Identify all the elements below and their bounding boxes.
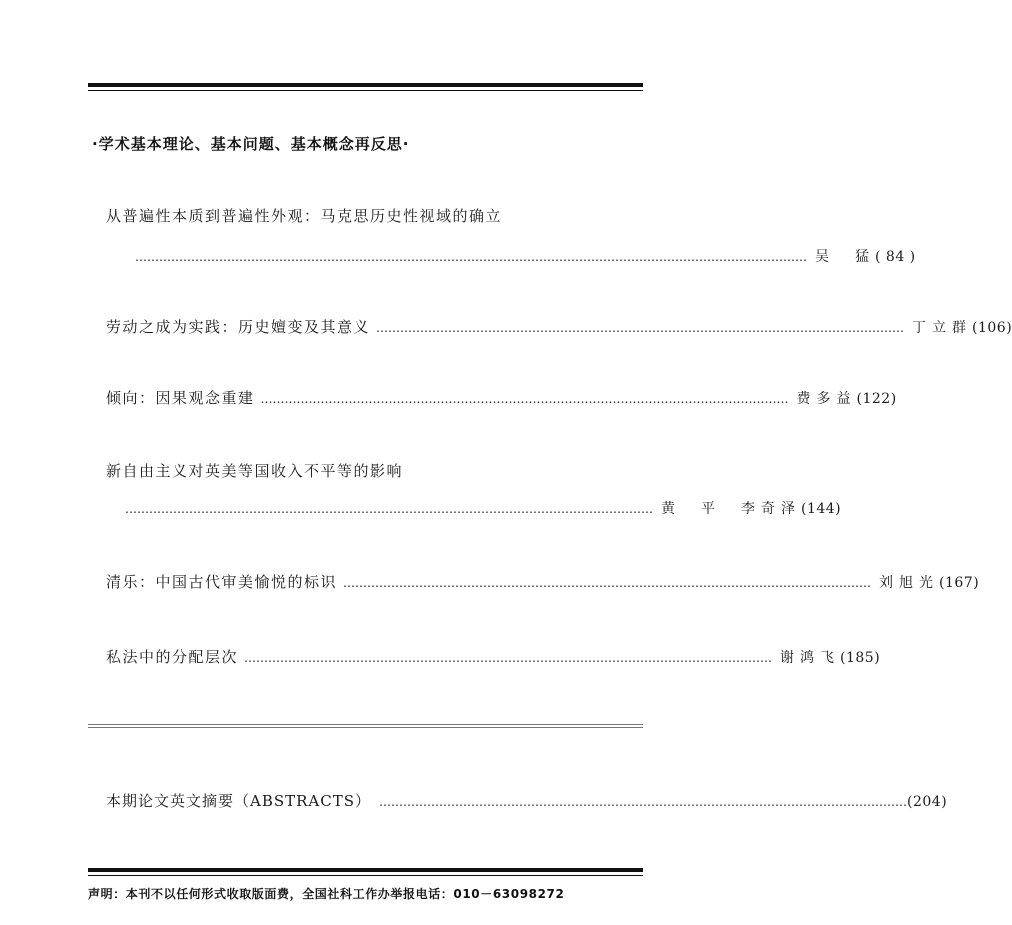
dot-leader: …………………………………………………………………………………………………………………………………………………… [135, 250, 807, 264]
toc-entry-author: 谢鸿飞 [780, 650, 841, 666]
toc-entry-page: (144) [801, 501, 842, 517]
bottom-rule-thin [88, 875, 643, 876]
dot-leader: …………………………………………………………………………………………………………………… [379, 795, 908, 809]
toc-entry-line [125, 498, 842, 518]
dot-leader: …………………………………………………………………………………………………………………… [244, 651, 773, 665]
section-divider [88, 727, 643, 728]
dot-leader: …………………………………………………………………………………………………………………… [125, 502, 653, 516]
toc-entry-line[interactable] [106, 646, 881, 666]
toc-abstracts-page: (204) [907, 794, 948, 810]
toc-entry-line [135, 246, 916, 266]
footer-notice: 声明：本刊不以任何形式收取版面费，全国社科工作办举报电话：010－63098272 [88, 887, 565, 901]
toc-entry-title: 私法中的分配层次 [106, 648, 239, 666]
toc-entry-page: (122) [856, 391, 897, 407]
toc-entry-author: 丁立群 [912, 320, 973, 336]
toc-entry-title: 清乐：中国古代审美愉悦的标识 [106, 573, 338, 591]
toc-abstracts-title: 本期论文英文摘要（ABSTRACTS） [106, 792, 372, 810]
top-rule-thin [88, 90, 643, 91]
toc-entry-line[interactable] [106, 387, 897, 407]
dot-leader: …………………………………………………………………………………………………………………… [376, 321, 905, 335]
section-divider [88, 724, 643, 725]
toc-entry-author: 刘旭光 [879, 575, 940, 591]
toc-entry-title: 倾向：因果观念重建 [106, 389, 255, 407]
dot-leader: …………………………………………………………………………………………………………………… [260, 392, 789, 406]
toc-entry-line[interactable] [106, 316, 1012, 336]
toc-entry-title[interactable]: 从普遍性本质到普遍性外观：马克思历史性视域的确立 [106, 207, 503, 225]
bottom-rule-thick [88, 868, 643, 872]
toc-entry-page: ( 84 ) [875, 249, 916, 265]
toc-entry-line[interactable] [106, 571, 980, 591]
dot-leader: …………………………………………………………………………………………………………………… [343, 576, 872, 590]
toc-entry-page: (106) [972, 320, 1012, 336]
section-heading: ·学术基本理论、基本问题、基本概念再反思· [92, 135, 410, 153]
toc-entry-page: (185) [840, 650, 881, 666]
toc-entry-title[interactable]: 新自由主义对英美等国收入不平等的影响 [106, 462, 404, 480]
toc-entry-author: 费多益 [796, 391, 857, 407]
toc-entry-page: (167) [939, 575, 980, 591]
top-rule-thick [88, 83, 643, 87]
toc-entry-author: 吴 猛 [815, 249, 875, 265]
toc-abstracts-line[interactable] [106, 790, 948, 810]
toc-entry-author: 黄 平 李奇泽 [661, 501, 801, 517]
toc-entry-title: 劳动之成为实践：历史嬗变及其意义 [106, 318, 371, 336]
